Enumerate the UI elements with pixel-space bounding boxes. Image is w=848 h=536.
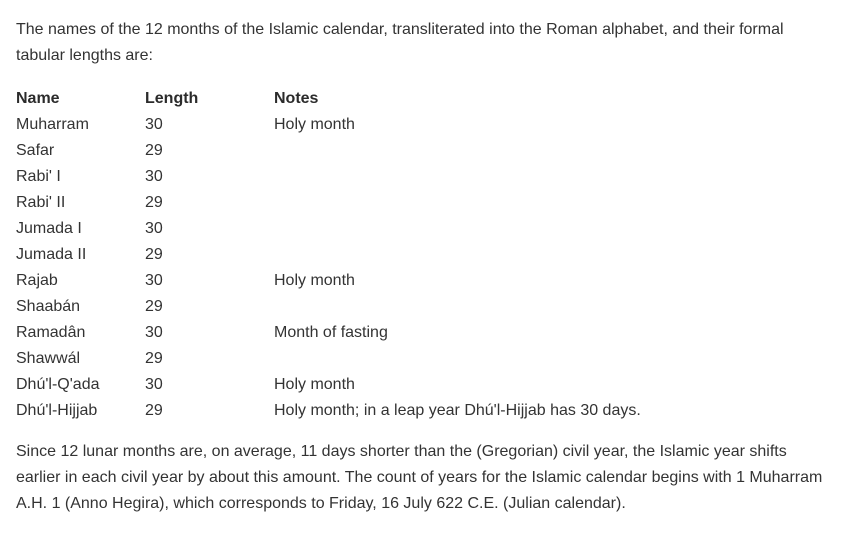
month-length: 30 — [145, 376, 163, 393]
month-notes: Holy month — [274, 116, 355, 133]
table-row — [16, 398, 774, 424]
islamic-months-table — [16, 86, 774, 424]
month-length: 29 — [145, 298, 163, 315]
table-row — [16, 268, 774, 294]
month-name: Dhú'l-Q'ada — [16, 376, 100, 393]
header-length: Length — [145, 90, 199, 107]
month-notes — [274, 216, 774, 242]
table-row — [16, 346, 774, 372]
month-notes — [274, 242, 774, 268]
month-notes — [274, 190, 774, 216]
month-notes — [274, 138, 774, 164]
table-row — [16, 112, 774, 138]
month-length: 30 — [145, 324, 163, 341]
month-name: Shawwál — [16, 350, 81, 367]
month-name: Jumada I — [16, 220, 82, 237]
month-notes: Month of fasting — [274, 324, 388, 341]
table-header-row — [16, 86, 774, 112]
table-row — [16, 320, 774, 346]
month-name: Rabi' II — [16, 194, 66, 211]
month-name: Shaabán — [16, 298, 81, 315]
month-name: Dhú'l-Hijjab — [16, 402, 98, 419]
month-length: 30 — [145, 116, 163, 133]
month-length: 30 — [145, 220, 163, 237]
table-row — [16, 190, 774, 216]
outro-paragraph: Since 12 lunar months are, on average, 11 days shorter than the (Gregorian) civil year, the Islamic year shifts earlier in each civil year by about this amount. The count of years for the Islamic calendar begins with 1 Muharram A.H. 1 (Anno Hegira), which corresponds to Friday, 16 July 622 C.E. (Julian calendar). — [16, 443, 823, 512]
month-notes — [274, 164, 774, 190]
month-name: Muharram — [16, 116, 89, 133]
table-row — [16, 372, 774, 398]
table-row — [16, 138, 774, 164]
month-length: 29 — [145, 402, 163, 419]
table-row — [16, 216, 774, 242]
month-length: 29 — [145, 142, 163, 159]
header-notes: Notes — [274, 90, 319, 107]
month-name: Safar — [16, 142, 55, 159]
month-notes — [274, 346, 774, 372]
month-notes: Holy month — [274, 272, 355, 289]
month-name: Jumada II — [16, 246, 87, 263]
month-length: 29 — [145, 246, 163, 263]
month-length: 30 — [145, 168, 163, 185]
table-row — [16, 294, 774, 320]
month-length: 30 — [145, 272, 163, 289]
month-name: Ramadân — [16, 324, 86, 341]
intro-paragraph: The names of the 12 months of the Islamic calendar, transliterated into the Roman alphabet, and their formal tabular lengths are: — [16, 21, 784, 64]
table-row — [16, 164, 774, 190]
month-length: 29 — [145, 350, 163, 367]
month-length: 29 — [145, 194, 163, 211]
month-name: Rajab — [16, 272, 58, 289]
month-notes: Holy month; in a leap year Dhú'l-Hijjab has 30 days. — [274, 402, 641, 419]
table-row — [16, 242, 774, 268]
month-notes: Holy month — [274, 376, 355, 393]
month-name: Rabi' I — [16, 168, 61, 185]
month-notes — [274, 294, 774, 320]
header-name: Name — [16, 90, 60, 107]
